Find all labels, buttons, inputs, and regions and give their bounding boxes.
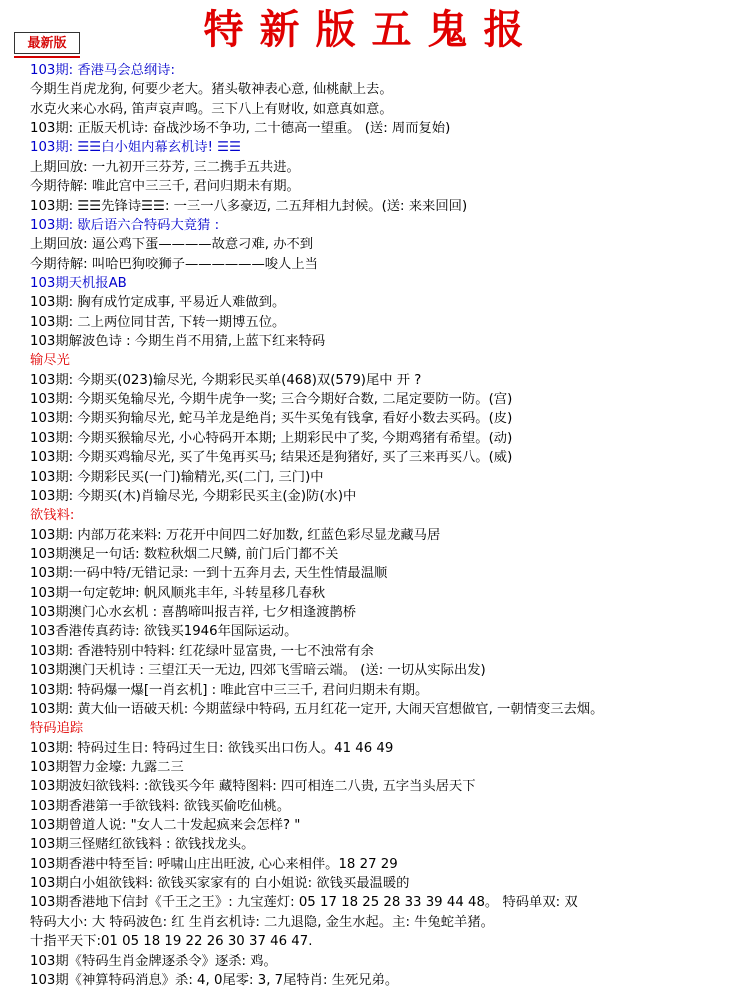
text-line: 103期香港第一手欲钱料: 欲钱买偷吃仙桃。 — [30, 798, 291, 814]
text-line: 103期澳门天机诗 : 三望江天一无边, 四郊飞雪暗云端。 (送: 一切从实际出发) — [30, 663, 486, 679]
text-line: 103期三怪赌红欲钱料 : 欲钱找龙头。 — [30, 837, 255, 853]
text-line: 十指平天下:01 05 18 19 22 26 30 37 46 47. — [30, 934, 313, 950]
text-line: 103期: 内部万花来料: 万花开中间四二好加数, 红蓝色彩尽显龙藏马居 — [30, 527, 441, 543]
page-title: 特新版五鬼报 — [203, 6, 540, 53]
text-line: 103期: 特码过生日: 特码过生日: 欲钱买出口伤人。41 46 49 — [30, 740, 394, 756]
text-line: 103期: 香港马会总纲诗: — [30, 63, 175, 78]
text-line: 103期: 今期买猴输尽光, 小心特码开本期; 上期彩民中了奖, 今期鸡猪有希望。(动) — [30, 430, 513, 446]
text-line: 103期: 今期买(023)输尽光, 今期彩民买单(468)双(579)尾中 开 ? — [30, 372, 422, 388]
text-line: 103期:一码中特/无错记录: 一到十五奔月去, 天生性情最温顺 — [30, 566, 388, 582]
text-line: 103期: 正版天机诗: 奋战沙场不争功, 二十德高一望重。 (送: 周而复始) — [30, 121, 451, 137]
text-line: 今期待解: 叫哈巴狗咬狮子——————唆人上当 — [30, 256, 318, 272]
text-line: 水克火来心水码, 笛声哀声鸣。三下八上有财收, 如意真如意。 — [30, 101, 393, 117]
text-line: 103期一句定乾坤: 帆风顺兆丰年, 斗转星移几春秋 — [30, 585, 326, 601]
section-heading: 输尽光 — [30, 353, 70, 369]
text-line: 103期香港中特至旨: 呼啸山庄出旺波, 心心来相伴。18 27 29 — [30, 856, 398, 872]
text-line: 103期智力金壕: 九露二三 — [30, 759, 184, 775]
text-line: 103期澳足一句话: 数粒秋烟二尺鳞, 前门后门都不关 — [30, 546, 339, 562]
text-line: 103期: 今期买鸡输尽光, 买了牛兔再买马; 结果还是狗猪好, 买了三来再买八。(威) — [30, 450, 513, 466]
text-line: 103期: 特码爆一爆[一肖玄机] : 唯此宫中三三千, 君问归期未有期。 — [30, 682, 429, 698]
text-line: 103期香港地下信封《千王之王》: 九宝莲灯: 05 17 18 25 28 33 39 44 48。 特码单双: 双 — [30, 895, 578, 911]
text-line: 103期: 二上两位同甘苦, 下转一期博五位。 — [30, 314, 286, 330]
text-line: 103香港传真药诗: 欲钱买1946年国际运动。 — [30, 624, 298, 640]
text-line: 上期回放: 一九初开三芬芳, 三二携手五共进。 — [30, 159, 300, 175]
text-line: 103期澳门心水玄机 : 喜鹊啼叫报吉祥, 七夕相逢渡鹊桥 — [30, 605, 357, 621]
text-line: 103期: ☰☰白小姐内幕玄机诗! ☰☰ — [30, 140, 241, 156]
badge-divider — [14, 56, 80, 58]
text-line: 103期曾道人说: "女人二十发起疯来会怎样? " — [30, 818, 301, 834]
text-line: 103期: 歇后语六合特码大竟猜 : — [30, 217, 220, 233]
text-line: 103期天机报AB — [30, 275, 127, 291]
edition-badge: 最新版 — [14, 32, 80, 54]
text-line: 今期待解: 唯此宫中三三千, 君问归期未有期。 — [30, 179, 300, 195]
text-line: 103期: 今期彩民买(一门)输精光,买(二门, 三门)中 — [30, 469, 324, 485]
text-line: 103期白小姐欲钱料: 欲钱买家家有的 白小姐说: 欲钱买最温暖的 — [30, 876, 410, 892]
text-line: 103期: 黄大仙一语破天机: 今期蓝绿中特码, 五月红花一定开, 大闹天宫想做官, 一朝情变三去烟。 — [30, 701, 604, 717]
text-line: 103期解波色诗 : 今期生肖不用猜,上蓝下红来特码 — [30, 334, 326, 350]
text-line: 103期: 今期买兔输尽光, 今期牛虎争一奖; 三合今期好合数, 二尾定要防一防。(宫) — [30, 392, 513, 408]
section-heading: 特码追踪 — [30, 721, 84, 737]
text-line: 103期: 香港特别中特料: 红花绿叶显富贵, 一七不浊常有余 — [30, 643, 374, 659]
text-line: 今期生肖虎龙狗, 何要少老大。猪头敬神表心意, 仙桃献上去。 — [30, 82, 393, 98]
prediction-list — [30, 61, 738, 990]
text-line: 103期: 胸有成竹定成事, 平易近人难做到。 — [30, 295, 286, 311]
text-line: 103期《神算特码消息》杀: 4, 0尾零: 3, 7尾特肖: 生死兄弟。 — [30, 972, 399, 988]
section-heading: 欲钱料: — [30, 508, 75, 524]
text-line: 103期《特码生肖金牌逐杀令》逐杀: 鸡。 — [30, 953, 277, 969]
text-line: 特码大小: 大 特码波色: 红 生肖玄机诗: 二九退隐, 金生水起。主: 牛兔蛇羊猪。 — [30, 914, 494, 930]
text-line: 103期: 今期买(木)肖输尽光, 今期彩民买主(金)防(水)中 — [30, 488, 357, 504]
text-line: 上期回放: 逼公鸡下蛋————故意刁难, 办不到 — [30, 237, 314, 253]
text-line: 103期波妇欲钱料: :欲钱买今年 藏特图料: 四可相连二八贵, 五字当头居天下 — [30, 779, 476, 795]
text-line: 103期: ☰☰先锋诗☰☰: 一三一八多豪迈, 二五拜相九封候。(送: 来来回回) — [30, 198, 468, 214]
text-line: 103期: 今期买狗输尽光, 蛇马羊龙是绝肖; 买牛买兔有钱拿, 看好小数去买码。(皮) — [30, 411, 513, 427]
